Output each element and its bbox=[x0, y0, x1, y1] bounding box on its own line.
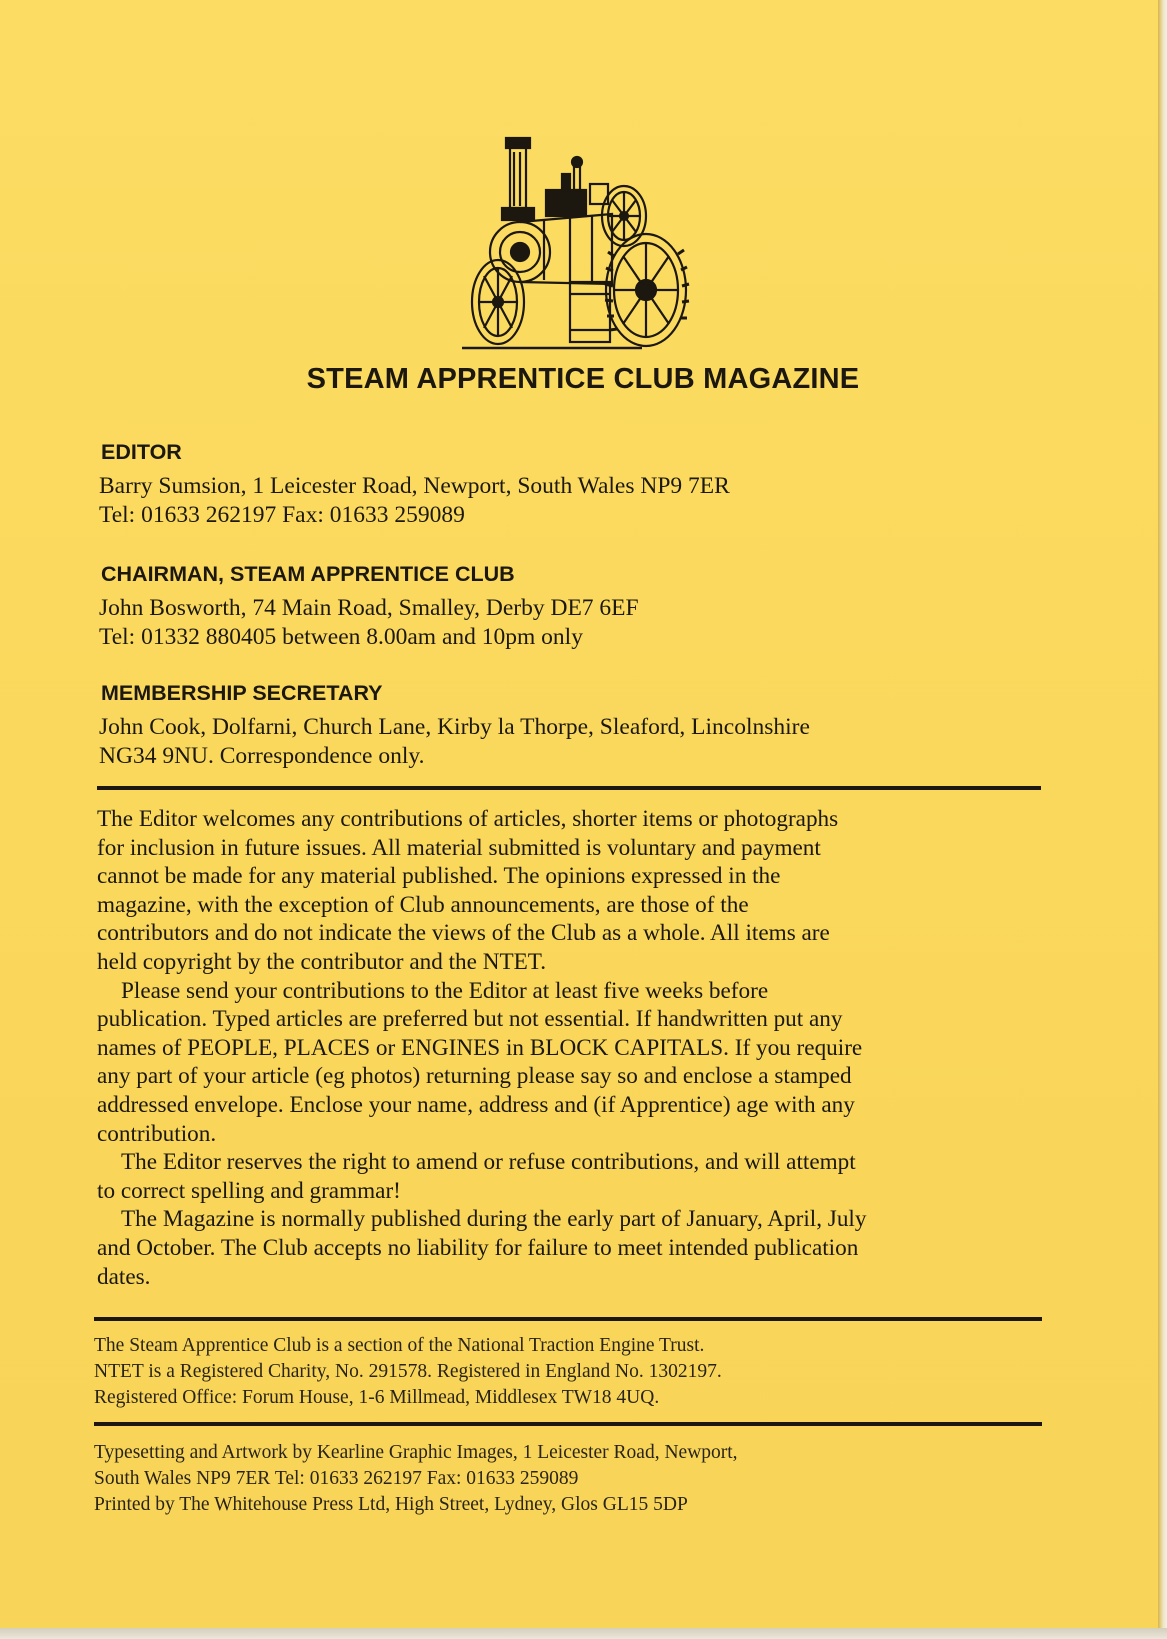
membership-note: NG34 9NU. Correspondence only. bbox=[99, 743, 425, 769]
editorial-notice bbox=[97, 805, 1047, 1291]
notice-line: to correct spelling and grammar! bbox=[97, 1177, 401, 1204]
magazine-title: STEAM APPRENTICE CLUB MAGAZINE bbox=[306, 363, 860, 395]
notice-line: magazine, with the exception of Club announcements, are those of the bbox=[97, 891, 749, 918]
editor-phone: Tel: 01633 262197 Fax: 01633 259089 bbox=[99, 502, 465, 528]
divider-rule bbox=[94, 1422, 1042, 1426]
notice-line: and October. The Club accepts no liability for failure to meet intended publication bbox=[97, 1234, 859, 1261]
editor-heading: EDITOR bbox=[101, 440, 182, 464]
notice-line: names of PEOPLE, PLACES or ENGINES in BLOCK CAPITALS. If you require bbox=[97, 1034, 863, 1061]
notice-line: publication. Typed articles are preferred but not essential. If handwritten put any bbox=[97, 1006, 843, 1033]
notice-line: addressed envelope. Enclose your name, address and (if Apprentice) age with any bbox=[97, 1091, 855, 1118]
notice-line: The Magazine is normally published during the early part of January, April, July bbox=[121, 1206, 867, 1233]
divider-rule bbox=[94, 1317, 1042, 1321]
notice-line: cannot be made for any material published. The opinions expressed in the bbox=[97, 863, 781, 890]
page-edge bbox=[1158, 0, 1167, 1639]
production-credits bbox=[94, 1440, 738, 1518]
registration-line: The Steam Apprentice Club is a section of the National Traction Engine Trust. bbox=[94, 1335, 705, 1356]
credits-line: Printed by The Whitehouse Press Ltd, High Street, Lydney, Glos GL15 5DP bbox=[94, 1494, 688, 1515]
membership-address: John Cook, Dolfarni, Church Lane, Kirby la Thorpe, Sleaford, Lincolnshire bbox=[99, 714, 810, 740]
registration-line: Registered Office: Forum House, 1-6 Millmead, Middlesex TW18 4UQ. bbox=[94, 1387, 660, 1408]
notice-line: held copyright by the contributor and the NTET. bbox=[97, 948, 547, 975]
editor-address: Barry Sumsion, 1 Leicester Road, Newport, South Wales NP9 7ER bbox=[99, 473, 730, 499]
notice-line: contributors and do not indicate the views of the Club as a whole. All items are bbox=[97, 920, 830, 947]
notice-line: any part of your article (eg photos) returning please say so and enclose a stamped bbox=[97, 1063, 852, 1090]
registration-line: NTET is a Registered Charity, No. 291578. Registered in England No. 1302197. bbox=[94, 1361, 722, 1382]
notice-line: The Editor reserves the right to amend or refuse contributions, and will attempt bbox=[121, 1149, 856, 1176]
page-bottom-edge bbox=[0, 1628, 1167, 1639]
registration-info bbox=[94, 1333, 722, 1411]
credits-line: South Wales NP9 7ER Tel: 01633 262197 Fax: 01633 259089 bbox=[94, 1468, 579, 1489]
chairman-phone: Tel: 01332 880405 between 8.00am and 10pm only bbox=[99, 624, 583, 650]
credits-line: Typesetting and Artwork by Kearline Graphic Images, 1 Leicester Road, Newport, bbox=[94, 1442, 738, 1463]
chairman-address: John Bosworth, 74 Main Road, Smalley, Derby DE7 6EF bbox=[99, 595, 639, 621]
membership-heading: MEMBERSHIP SECRETARY bbox=[101, 681, 383, 705]
notice-line: dates. bbox=[97, 1263, 151, 1290]
notice-line: Please send your contributions to the Editor at least five weeks before bbox=[121, 977, 769, 1004]
divider-rule bbox=[97, 786, 1041, 790]
notice-line: contribution. bbox=[97, 1120, 217, 1147]
chairman-heading: CHAIRMAN, STEAM APPRENTICE CLUB bbox=[101, 562, 515, 586]
notice-line: for inclusion in future issues. All material submitted is voluntary and payment bbox=[97, 834, 821, 861]
traction-engine-icon bbox=[462, 134, 700, 354]
notice-line: The Editor welcomes any contributions of articles, shorter items or photographs bbox=[97, 806, 839, 832]
